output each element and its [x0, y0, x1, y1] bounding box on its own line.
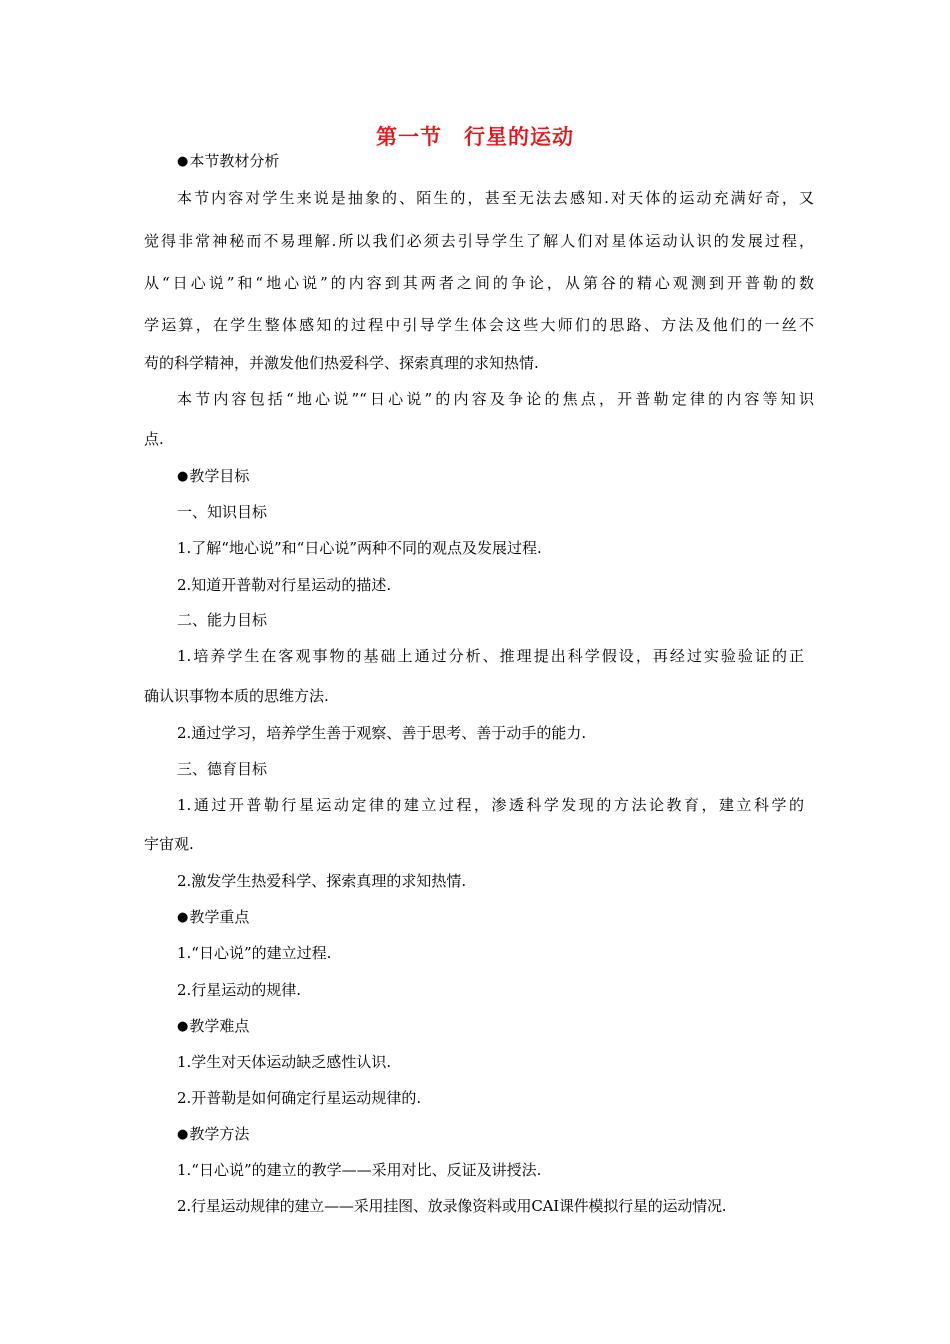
- list-item: 2.行星运动的规律.: [177, 981, 302, 999]
- paragraph-line: 觉得非常神秘而不易理解.所以我们必须去引导学生了解人们对星体运动认识的发展过程，: [144, 232, 814, 250]
- subheading-ability: 二、能力目标: [177, 611, 268, 629]
- paragraph-line: 学运算，在学生整体感知的过程中引导学生体会这些大师们的思路、方法及他们的一丝不: [144, 316, 814, 334]
- paragraph-line: 点.: [144, 430, 164, 448]
- list-item-continued: 确认识事物本质的思维方法.: [144, 687, 329, 705]
- heading-difficulties: ●教学难点: [177, 1017, 250, 1035]
- subheading-moral: 三、德育目标: [177, 760, 268, 778]
- list-item: 2.行星运动规律的建立——采用挂图、放录像资料或用CAI课件模拟行星的运动情况.: [177, 1197, 727, 1215]
- heading-methods: ●教学方法: [177, 1125, 250, 1143]
- heading-analysis: ●本节教材分析: [177, 152, 280, 170]
- heading-key-points: ●教学重点: [177, 908, 250, 926]
- list-item: 1.“日心说”的建立过程.: [177, 944, 332, 962]
- list-item: 2.知道开普勒对行星运动的描述.: [177, 576, 392, 594]
- paragraph-line: 本节内容包括“地心说”“日心说”的内容及争论的焦点，开普勒定律的内容等知识: [177, 390, 814, 408]
- list-item: 1.通过开普勒行星运动定律的建立过程，渗透科学发现的方法论教育，建立科学的: [177, 796, 804, 814]
- bullet-icon: ●: [177, 1019, 189, 1034]
- paragraph-line: 本节内容对学生来说是抽象的、陌生的，甚至无法去感知.对天体的运动充满好奇，又: [177, 189, 814, 207]
- list-item: 2.开普勒是如何确定行星运动规律的.: [177, 1089, 422, 1107]
- bullet-icon: ●: [177, 154, 189, 169]
- subheading-knowledge: 一、知识目标: [177, 503, 268, 521]
- list-item: 2.通过学习，培养学生善于观察、善于思考、善于动手的能力.: [177, 724, 587, 742]
- heading-goals: ●教学目标: [177, 467, 250, 485]
- bullet-icon: ●: [177, 469, 189, 484]
- bullet-icon: ●: [177, 910, 189, 925]
- list-item: 1.培养学生在客观事物的基础上通过分析、推理提出科学假设，再经过实验验证的正: [177, 647, 804, 665]
- list-item: 1.“日心说”的建立的教学——采用对比、反证及讲授法.: [177, 1161, 542, 1179]
- list-item: 1.学生对天体运动缺乏感性认识.: [177, 1053, 392, 1071]
- list-item: 2.激发学生热爱科学、探索真理的求知热情.: [177, 872, 467, 890]
- list-item: 1.了解“地心说”和“日心说”两种不同的观点及发展过程.: [177, 539, 542, 557]
- paragraph-line: 从“日心说”和“地心说”的内容到其两者之间的争论，从第谷的精心观测到开普勒的数: [144, 274, 814, 292]
- list-item-continued: 宇宙观.: [144, 835, 194, 853]
- bullet-icon: ●: [177, 1127, 189, 1142]
- title-section-number: 第一节: [376, 125, 442, 149]
- title-topic: 行星的运动: [464, 125, 574, 149]
- paragraph-line: 苟的科学精神，并激发他们热爱科学、探索真理的求知热情.: [144, 354, 539, 372]
- page-title: [0, 122, 950, 152]
